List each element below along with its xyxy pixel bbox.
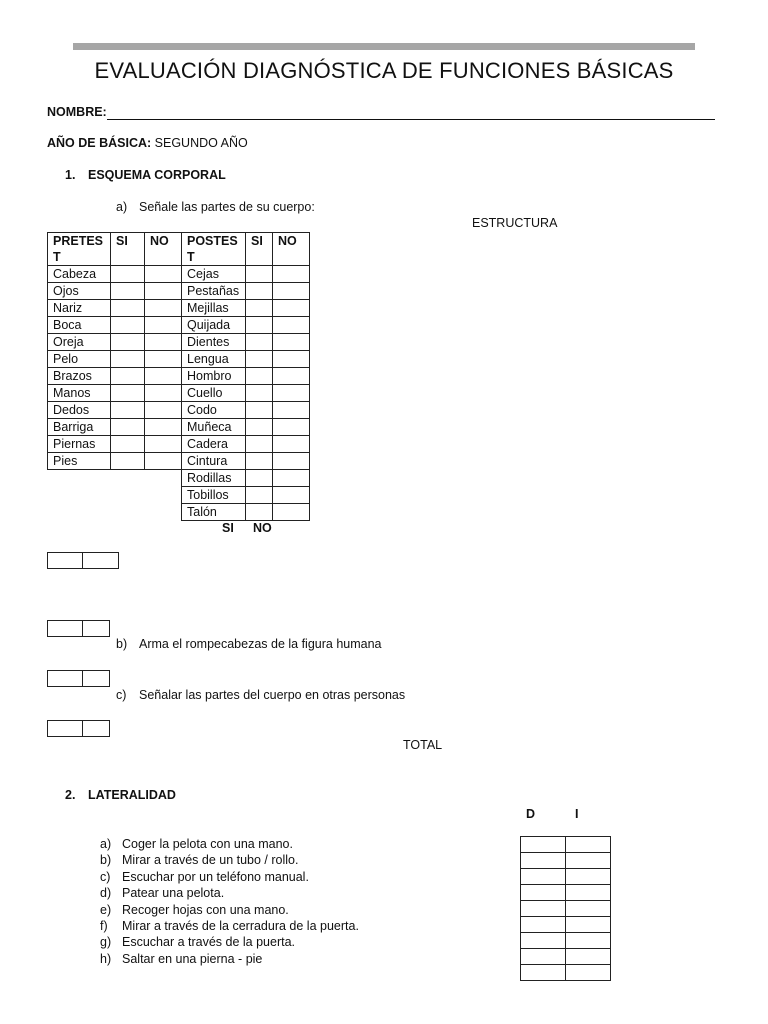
body-part-label: Muñeca <box>182 419 246 436</box>
postest-header-2: NO <box>273 233 310 266</box>
table-row <box>182 419 310 436</box>
table-row <box>48 266 182 283</box>
table-row <box>182 402 310 419</box>
table-row <box>521 853 611 869</box>
postest-header-row <box>182 233 310 266</box>
lateralidad-i-cell[interactable] <box>566 885 611 901</box>
list-item-text: Mirar a través de la cerradura de la puerta. <box>122 919 359 933</box>
postest-no-cell[interactable] <box>273 385 310 402</box>
postest-si-cell[interactable] <box>246 504 273 521</box>
item-a-letter: a) <box>116 200 128 214</box>
postest-header-1: SI <box>246 233 273 266</box>
pretest-si-cell[interactable] <box>111 351 145 368</box>
item-c-text: Señalar las partes del cuerpo en otras personas <box>139 688 406 702</box>
estructura-label: ESTRUCTURA <box>472 216 558 230</box>
col-i-label: I <box>575 807 579 821</box>
pretest-no-cell[interactable] <box>145 402 182 419</box>
pretest-header-1: SI <box>111 233 145 266</box>
pretest-header-0: PRETEST <box>48 233 111 266</box>
pretest-si-cell[interactable] <box>111 436 145 453</box>
table-row <box>48 402 182 419</box>
postest-no-cell[interactable] <box>273 317 310 334</box>
postest-si-cell[interactable] <box>246 453 273 470</box>
pretest-si-cell[interactable] <box>111 283 145 300</box>
section2-title: LATERALIDAD <box>88 788 176 802</box>
table-row <box>521 949 611 965</box>
pretest-si-cell[interactable] <box>111 385 145 402</box>
list-item-text: Saltar en una pierna - pie <box>122 951 263 966</box>
body-part-label: Rodillas <box>182 470 246 487</box>
list-item-text: Mirar a través de un tubo / rollo. <box>122 853 299 868</box>
table-row <box>48 300 182 317</box>
postest-si-cell[interactable] <box>246 317 273 334</box>
body-part-label: Quijada <box>182 317 246 334</box>
lateralidad-i-cell[interactable] <box>566 837 611 853</box>
table-row <box>48 385 182 402</box>
pretest-si-cell[interactable] <box>111 300 145 317</box>
pretest-no-cell[interactable] <box>145 453 182 470</box>
table-row <box>48 453 182 470</box>
table-row <box>48 419 182 436</box>
list-item-letter: e) <box>100 902 112 917</box>
lateralidad-d-cell[interactable] <box>521 885 566 901</box>
answer-box-b[interactable] <box>47 620 110 637</box>
table-row <box>182 300 310 317</box>
table-row <box>182 317 310 334</box>
list-item-letter: b) <box>100 853 112 868</box>
list-item-text: Recoger hojas con una mano. <box>122 902 289 917</box>
body-part-label: Lengua <box>182 351 246 368</box>
lateralidad-d-cell[interactable] <box>521 965 566 981</box>
total-label: TOTAL <box>403 738 443 752</box>
postest-si-cell[interactable] <box>246 487 273 504</box>
postest-no-cell[interactable] <box>273 300 310 317</box>
pretest-no-cell[interactable] <box>145 334 182 351</box>
header-rule <box>73 43 695 50</box>
list-item-letter: f) <box>100 919 108 933</box>
table-row <box>521 837 611 853</box>
pretest-si-cell[interactable] <box>111 419 145 436</box>
lateralidad-i-cell[interactable] <box>566 901 611 917</box>
table-row <box>48 334 182 351</box>
section1-title: ESQUEMA CORPORAL <box>88 168 226 182</box>
postest-no-cell[interactable] <box>273 283 310 300</box>
postest-si-cell[interactable] <box>246 436 273 453</box>
no-label: NO <box>253 521 272 535</box>
pretest-no-cell[interactable] <box>145 419 182 436</box>
postest-si-cell[interactable] <box>246 385 273 402</box>
si-label: SI <box>222 521 234 535</box>
lateralidad-i-cell[interactable] <box>566 917 611 933</box>
pretest-si-cell[interactable] <box>111 317 145 334</box>
table-row <box>182 504 310 521</box>
postest-no-cell[interactable] <box>273 504 310 521</box>
table-row <box>521 901 611 917</box>
postest-no-cell[interactable] <box>273 351 310 368</box>
table-row <box>182 453 310 470</box>
pretest-si-cell[interactable] <box>111 368 145 385</box>
body-part-label: Oreja <box>48 334 111 351</box>
lateralidad-d-cell[interactable] <box>521 901 566 917</box>
body-part-label: Barriga <box>48 419 111 436</box>
answer-box-c[interactable] <box>47 670 110 687</box>
answer-box-a[interactable] <box>47 552 119 569</box>
body-part-label: Dedos <box>48 402 111 419</box>
pretest-no-cell[interactable] <box>145 283 182 300</box>
nombre-field[interactable] <box>107 119 715 120</box>
table-row <box>182 385 310 402</box>
pretest-si-cell[interactable] <box>111 266 145 283</box>
table-row <box>521 917 611 933</box>
list-item-text: Escuchar a través de la puerta. <box>122 935 296 950</box>
body-part-label: Talón <box>182 504 246 521</box>
lateralidad-i-cell[interactable] <box>566 965 611 981</box>
item-b-text: Arma el rompecabezas de la figura humana <box>139 637 382 651</box>
lateralidad-d-cell[interactable] <box>521 949 566 965</box>
table-row <box>182 334 310 351</box>
pretest-no-cell[interactable] <box>145 351 182 368</box>
lateralidad-i-cell[interactable] <box>566 949 611 965</box>
body-part-label: Hombro <box>182 368 246 385</box>
pretest-no-cell[interactable] <box>145 436 182 453</box>
list-item-letter: g) <box>100 935 112 950</box>
lateralidad-d-cell[interactable] <box>521 853 566 869</box>
body-part-label: Piernas <box>48 436 111 453</box>
postest-no-cell[interactable] <box>273 368 310 385</box>
col-d-label: D <box>526 807 536 821</box>
body-part-label: Boca <box>48 317 111 334</box>
anio-value: SEGUNDO AÑO <box>154 136 248 150</box>
lateralidad-i-cell[interactable] <box>566 869 611 885</box>
pretest-si-cell[interactable] <box>111 402 145 419</box>
postest-table <box>181 232 310 521</box>
body-part-label: Codo <box>182 402 246 419</box>
postest-no-cell[interactable] <box>273 266 310 283</box>
anio-row <box>47 136 248 150</box>
pretest-no-cell[interactable] <box>145 317 182 334</box>
pretest-table <box>47 232 182 470</box>
postest-si-cell[interactable] <box>246 334 273 351</box>
table-row <box>48 351 182 368</box>
body-part-label: Cintura <box>182 453 246 470</box>
list-item-text: Escuchar por un teléfono manual. <box>122 869 309 884</box>
pretest-si-cell[interactable] <box>111 334 145 351</box>
table-row <box>521 869 611 885</box>
body-part-label: Pelo <box>48 351 111 368</box>
pretest-no-cell[interactable] <box>145 300 182 317</box>
body-part-label: Ojos <box>48 283 111 300</box>
answer-box-total[interactable] <box>47 720 110 737</box>
pretest-no-cell[interactable] <box>145 266 182 283</box>
postest-no-cell[interactable] <box>273 402 310 419</box>
lateralidad-d-cell[interactable] <box>521 869 566 885</box>
list-item-letter: a) <box>100 837 112 851</box>
table-row <box>521 933 611 949</box>
body-part-label: Mejillas <box>182 300 246 317</box>
anio-label: AÑO DE BÁSICA: <box>47 136 152 150</box>
table-row <box>182 351 310 368</box>
body-part-label: Manos <box>48 385 111 402</box>
postest-si-cell[interactable] <box>246 419 273 436</box>
item-b-letter: b) <box>116 637 128 651</box>
table-row <box>521 965 611 981</box>
postest-no-cell[interactable] <box>273 470 310 487</box>
postest-si-cell[interactable] <box>246 368 273 385</box>
list-item-letter: c) <box>100 869 111 884</box>
lateralidad-i-cell[interactable] <box>566 933 611 949</box>
table-row <box>48 317 182 334</box>
lateralidad-d-cell[interactable] <box>521 933 566 949</box>
body-part-label: Cuello <box>182 385 246 402</box>
body-part-label: Pies <box>48 453 111 470</box>
page-title: EVALUACIÓN DIAGNÓSTICA DE FUNCIONES BÁSICAS <box>94 58 674 83</box>
postest-si-cell[interactable] <box>246 402 273 419</box>
pretest-header-row <box>48 233 182 266</box>
section2-number: 2. <box>65 788 76 802</box>
lateralidad-d-cell[interactable] <box>521 917 566 933</box>
list-item-letter: h) <box>100 951 112 966</box>
table-row <box>182 470 310 487</box>
nombre-label: NOMBRE: <box>47 105 107 119</box>
list-item-letter: d) <box>100 886 112 901</box>
body-part-label: Cabeza <box>48 266 111 283</box>
postest-si-cell[interactable] <box>246 300 273 317</box>
postest-header-0: POSTEST <box>182 233 246 266</box>
postest-no-cell[interactable] <box>273 453 310 470</box>
postest-no-cell[interactable] <box>273 436 310 453</box>
table-row <box>182 266 310 283</box>
pretest-si-cell[interactable] <box>111 453 145 470</box>
body-part-label: Cadera <box>182 436 246 453</box>
postest-no-cell[interactable] <box>273 419 310 436</box>
table-row <box>182 283 310 300</box>
pretest-no-cell[interactable] <box>145 368 182 385</box>
body-part-label: Nariz <box>48 300 111 317</box>
postest-si-cell[interactable] <box>246 266 273 283</box>
body-part-label: Dientes <box>182 334 246 351</box>
list-item-text: Coger la pelota con una mano. <box>122 837 293 851</box>
postest-si-cell[interactable] <box>246 283 273 300</box>
table-row <box>48 368 182 385</box>
body-part-label: Tobillos <box>182 487 246 504</box>
section1-number: 1. <box>65 168 76 182</box>
postest-no-cell[interactable] <box>273 334 310 351</box>
table-row <box>48 283 182 300</box>
item-a-text: Señale las partes de su cuerpo: <box>139 200 315 214</box>
table-row <box>521 885 611 901</box>
pretest-no-cell[interactable] <box>145 385 182 402</box>
table-row <box>182 487 310 504</box>
body-part-label: Pestañas <box>182 283 246 300</box>
item-c-letter: c) <box>116 688 127 702</box>
list-item-text: Patear una pelota. <box>122 886 225 901</box>
lateralidad-table <box>520 836 611 981</box>
table-row <box>182 436 310 453</box>
body-part-label: Cejas <box>182 266 246 283</box>
postest-si-cell[interactable] <box>246 470 273 487</box>
postest-si-cell[interactable] <box>246 351 273 368</box>
table-row <box>182 368 310 385</box>
pretest-header-2: NO <box>145 233 182 266</box>
body-part-label: Brazos <box>48 368 111 385</box>
table-row <box>48 436 182 453</box>
postest-no-cell[interactable] <box>273 487 310 504</box>
lateralidad-d-cell[interactable] <box>521 837 566 853</box>
lateralidad-i-cell[interactable] <box>566 853 611 869</box>
